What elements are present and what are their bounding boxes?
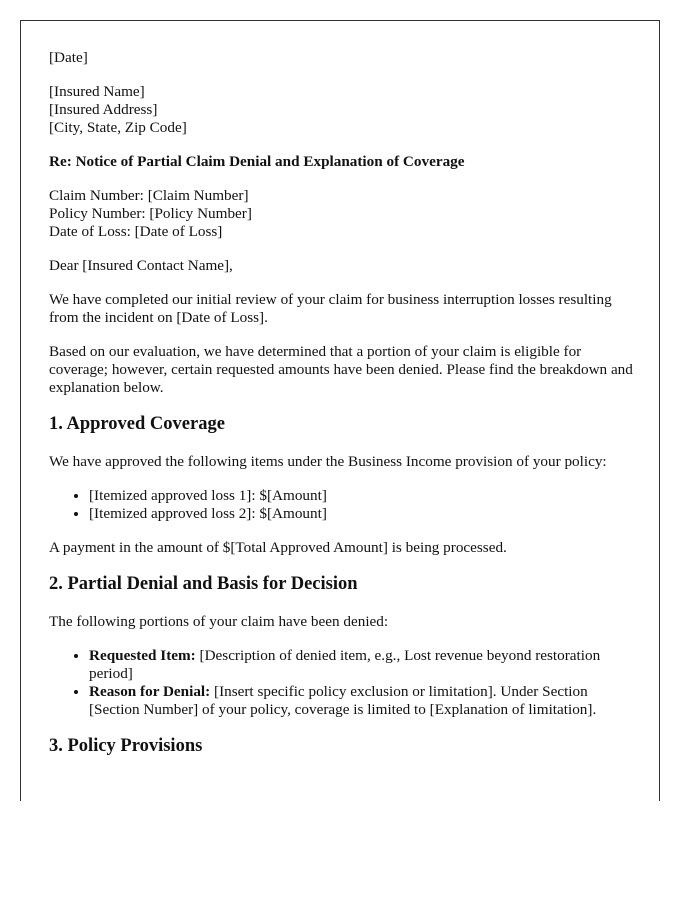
denial-intro: The following portions of your claim have been denied: — [49, 613, 389, 630]
policy-number: Policy Number: [Policy Number] — [49, 205, 252, 222]
insured-address: [Insured Address] — [49, 101, 158, 118]
approved-intro: We have approved the following items under the Business Income provision of your policy: — [49, 453, 607, 470]
claim-info — [49, 187, 639, 241]
list-item — [89, 683, 639, 719]
section-heading-approved: 1. Approved Coverage — [49, 414, 225, 434]
letter-date: [Date] — [49, 49, 88, 66]
item-text: [Insert specific policy exclusion or limitation]. Under Section [Section Number] of your policy, coverage is limited to [Explanation of limitation]. — [89, 683, 597, 718]
item-label: Requested Item: — [89, 647, 196, 664]
list-item: • [Itemized approved loss 2]: $[Amount] — [89, 505, 639, 523]
section-heading-provisions: 3. Policy Provisions — [49, 736, 203, 756]
claim-number: Claim Number: [Claim Number] — [49, 187, 249, 204]
insured-name: [Insured Name] — [49, 83, 145, 100]
salutation: Dear [Insured Contact Name], — [49, 257, 233, 274]
item-text: [Description of denied item, e.g., Lost revenue beyond restoration period] — [89, 647, 601, 682]
city-state-zip: [City, State, Zip Code] — [49, 119, 187, 136]
evaluation-paragraph: Based on our evaluation, we have determined that a portion of your claim is eligible for coverage; however, certain requested amounts have been denied. Please find the breakdown and explanation below. — [49, 343, 633, 396]
recipient-address — [49, 83, 639, 137]
section-heading-denial: 2. Partial Denial and Basis for Decision — [49, 574, 358, 594]
list-item: • [Itemized approved loss 1]: $[Amount] — [89, 487, 639, 505]
letter-content — [49, 49, 639, 775]
intro-paragraph: We have completed our initial review of your claim for business interruption losses resulting from the incident on [Date of Loss]. — [49, 291, 612, 326]
letter-page — [20, 20, 660, 801]
approved-items-list — [49, 487, 639, 523]
date-of-loss: Date of Loss: [Date of Loss] — [49, 223, 223, 240]
list-item — [89, 647, 639, 683]
item-label: Reason for Denial: — [89, 683, 211, 700]
payment-notice: A payment in the amount of $[Total Approved Amount] is being processed. — [49, 539, 507, 556]
subject-line: Re: Notice of Partial Claim Denial and Explanation of Coverage — [49, 153, 465, 170]
denied-items-list — [49, 647, 639, 719]
